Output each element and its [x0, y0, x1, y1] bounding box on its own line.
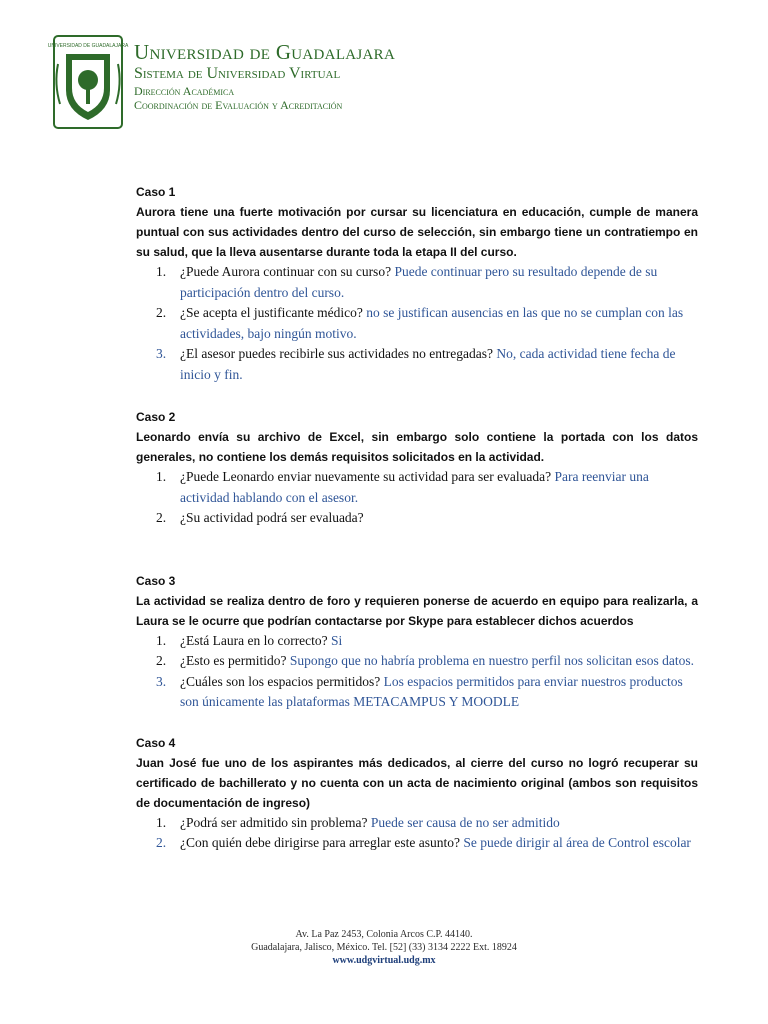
item-number: 1.: [156, 264, 167, 279]
answer-text: Para reenviar una actividad hablando con el asesor.: [180, 469, 649, 505]
case-title: Caso 3: [136, 573, 176, 588]
document-body: [136, 182, 698, 854]
item-number: 2.: [156, 835, 167, 850]
footer-website-link[interactable]: www.udgvirtual.udg.mx: [332, 955, 436, 966]
list-item: [136, 833, 698, 854]
answer-text: Puede ser causa de no ser admitido: [370, 814, 560, 830]
question-list: [136, 631, 698, 713]
case-title: Caso 1: [136, 185, 176, 199]
university-seal-icon: [47, 34, 129, 130]
item-number: 2.: [156, 653, 167, 668]
list-item: [136, 303, 698, 344]
answer-text: Puede continuar pero su resultado depende de su participación dentro del curso.: [180, 264, 658, 300]
question-text: ¿Esto es permitido?: [180, 653, 287, 668]
document-header: [48, 34, 728, 134]
answer-text: Los espacios permitidos para enviar nuestros productos son únicamente las plataformas METACAMPUS Y MOODLE: [180, 673, 683, 709]
question-text: ¿Puede Leonardo enviar nuevamente su actividad para ser evaluada?: [180, 469, 552, 484]
case-description: Leonardo envía su archivo de Excel, sin embargo solo contiene la portada con los datos generales, no contiene los demás requisitos solicitados en la actividad.: [136, 430, 698, 464]
answer-text: Si: [331, 632, 343, 648]
case-2: [136, 407, 698, 529]
answer-text: no se justifican ausencias en las que no se cumplan con las actividades, bajo ningún motivo.: [180, 305, 684, 341]
list-item: [136, 344, 698, 385]
case-1: [136, 182, 698, 385]
question-list: [136, 813, 698, 854]
seal-lettering: UNIVERSIDAD DE GUADALAJARA: [47, 43, 129, 49]
list-item: [136, 813, 698, 834]
question-text: ¿Se acepta el justificante médico?: [180, 305, 363, 320]
question-text: ¿Está Laura en lo correcto?: [180, 632, 328, 648]
question-text: ¿El asesor puedes recibirle sus actividades no entregadas?: [180, 346, 493, 361]
item-number: 1.: [156, 814, 167, 830]
question-text: ¿Podrá ser admitido sin problema?: [180, 814, 368, 830]
item-number: 3.: [156, 673, 167, 689]
item-number: 1.: [156, 632, 167, 648]
coordination-name: Coordinación de Evaluación y Acreditación: [134, 98, 343, 112]
item-number: 2.: [156, 510, 167, 525]
item-number: 1.: [156, 469, 167, 484]
list-item: [136, 467, 698, 508]
case-title: Caso 2: [136, 410, 176, 424]
item-number: 2.: [156, 305, 167, 320]
case-3: [136, 571, 698, 713]
footer-address: Av. La Paz 2453, Colonia Arcos C.P. 44140.: [295, 929, 473, 940]
list-item: [136, 631, 698, 652]
question-text: ¿Puede Aurora continuar con su curso?: [180, 264, 392, 279]
case-4: [136, 733, 698, 854]
case-description: Aurora tiene una fuerte motivación por cursar su licenciatura en educación, cumple de manera puntual con sus actividades dentro del curso de selección, sin embargo tiene un contratiempo en su salud, que la lleva ausentarse durante toda la etapa II del curso.: [136, 205, 698, 259]
list-item: [136, 262, 698, 303]
question-text: ¿Cuáles son los espacios permitidos?: [180, 673, 381, 689]
list-item: [136, 508, 698, 529]
question-list: [136, 467, 698, 529]
question-text: ¿Su actividad podrá ser evaluada?: [180, 510, 364, 525]
question-list: [136, 262, 698, 385]
answer-text: Supongo que no habría problema en nuestro perfil nos solicitan esos datos.: [289, 653, 695, 668]
list-item: [136, 651, 698, 672]
system-name: Sistema de Universidad Virtual: [134, 65, 341, 82]
document-footer: [0, 928, 768, 967]
footer-city-phone: Guadalajara, Jalisco, México. Tel. [52] (33) 3134 2222 Ext. 18924: [251, 942, 517, 953]
question-text: ¿Con quién debe dirigirse para arreglar este asunto?: [180, 835, 461, 850]
case-description: La actividad se realiza dentro de foro y requieren ponerse de acuerdo en equipo para realizarla, a Laura se le ocurre que podrían contactarse por Skype para establecer dichos acuerdos: [136, 593, 698, 628]
answer-text: No, cada actividad tiene fecha de inicio y fin.: [180, 346, 676, 382]
case-description: Juan José fue uno de los aspirantes más dedicados, al cierre del curso no logró recuperar su certificado de bachillerato y no cuenta con un acta de nacimiento original (ambos son requisitos de documentación de ingreso): [136, 755, 698, 810]
list-item: [136, 672, 698, 713]
answer-text: Se puede dirigir al área de Control escolar: [463, 835, 691, 850]
university-name: Universidad de Guadalajara: [134, 40, 396, 64]
department-name: Dirección Académica: [134, 84, 235, 98]
case-title: Caso 4: [136, 735, 176, 750]
item-number: 3.: [156, 346, 167, 361]
institution-block: [134, 40, 395, 112]
